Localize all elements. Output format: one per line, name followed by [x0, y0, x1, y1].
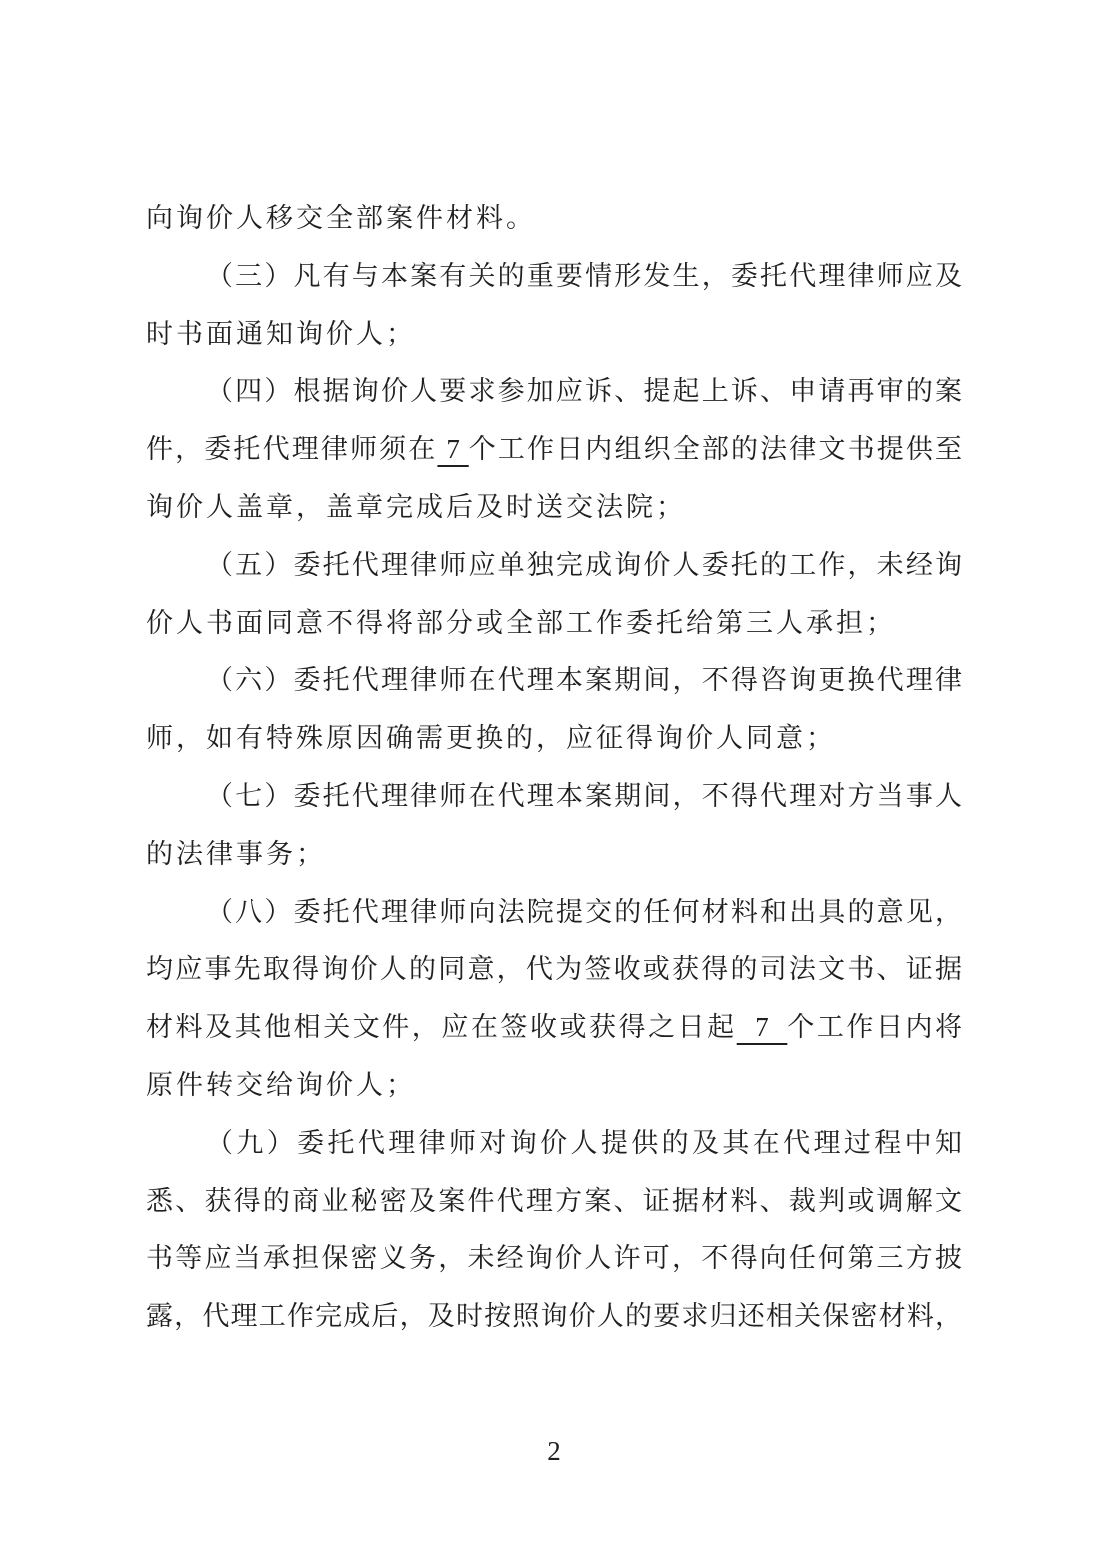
text-line — [146, 363, 962, 421]
text-line — [146, 1173, 962, 1231]
text-line — [146, 652, 962, 710]
text-segment: （六）委托代理律师在代理本案期间，不得咨询更换代理律 — [206, 665, 962, 696]
text-line — [146, 710, 962, 768]
text-line — [146, 537, 962, 595]
text-segment: 时书面通知询价人； — [146, 318, 416, 349]
text-segment: 师，如有特殊原因确需更换的，应征得询价人同意； — [146, 723, 836, 754]
text-line — [146, 768, 962, 826]
text-segment: （七）委托代理律师在代理本案期间，不得代理对方当事人 — [206, 780, 962, 811]
text-line — [146, 826, 962, 884]
underlined-fill-in: 7 — [437, 434, 469, 465]
text-segment: 的法律事务； — [146, 838, 326, 869]
text-segment: 个工作日内组织全部的法律文书提供至 — [468, 434, 963, 465]
text-segment: （三）凡有与本案有关的重要情形发生，委托代理律师应及 — [206, 260, 962, 291]
page-number: 2 — [547, 1436, 561, 1466]
text-segment: （九）委托代理律师对询价人提供的及其在代理过程中知 — [206, 1127, 962, 1158]
text-segment: 材料及其他相关文件，应在签收或获得之日起 — [146, 1012, 737, 1043]
text-line — [146, 306, 962, 364]
underlined-fill-in: 7 — [736, 1012, 788, 1043]
text-segment: （四）根据询价人要求参加应诉、提起上诉、申请再审的案 — [206, 376, 962, 407]
text-line — [146, 248, 962, 306]
text-line — [146, 479, 962, 537]
text-line — [146, 1057, 962, 1115]
text-line — [146, 999, 962, 1057]
text-segment: 原件转交给询价人； — [146, 1069, 416, 1100]
text-line — [146, 1230, 962, 1288]
text-line — [146, 190, 962, 248]
text-line — [146, 884, 962, 942]
text-line — [146, 421, 962, 479]
text-block — [146, 190, 962, 1346]
text-line — [146, 941, 962, 999]
text-segment: 露，代理工作完成后，及时按照询价人的要求归还相关保密材料， — [146, 1301, 962, 1332]
text-segment: 书等应当承担保密义务，未经询价人许可，不得向任何第三方披 — [146, 1243, 962, 1274]
text-segment: 件，委托代理律师须在 — [146, 434, 438, 465]
text-segment: 个工作日内将 — [787, 1012, 963, 1043]
text-segment: 价人书面同意不得将部分或全部工作委托给第三人承担； — [146, 607, 896, 638]
text-segment: 均应事先取得询价人的同意，代为签收或获得的司法文书、证据 — [146, 954, 962, 985]
text-segment: 悉、获得的商业秘密及案件代理方案、证据材料、裁判或调解文 — [146, 1185, 962, 1216]
text-line — [146, 595, 962, 653]
text-segment: （八）委托代理律师向法院提交的任何材料和出具的意见， — [206, 896, 962, 927]
text-line — [146, 1115, 962, 1173]
text-segment: （五）委托代理律师应单独完成询价人委托的工作，未经询 — [206, 549, 962, 580]
text-segment: 向询价人移交全部案件材料。 — [146, 203, 536, 233]
text-line — [146, 1288, 962, 1346]
text-segment: 询价人盖章，盖章完成后及时送交法院； — [146, 491, 686, 522]
